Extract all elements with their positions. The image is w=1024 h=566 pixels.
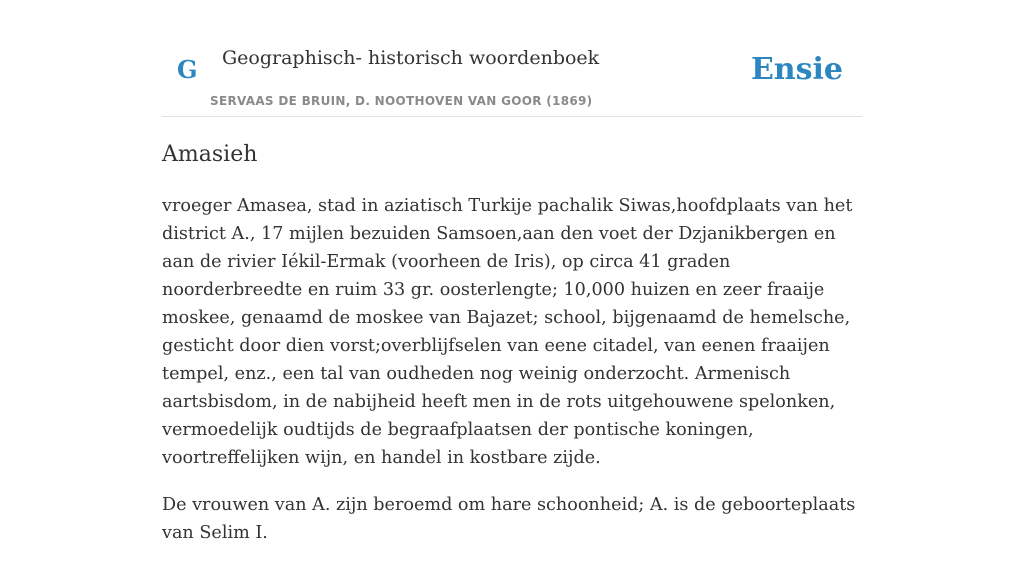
book-title-link[interactable]: Geographisch- historisch woordenboek [222, 47, 600, 69]
entry-paragraph: De vrouwen van A. zijn beroemd om hare schoonheid; A. is de geboorteplaats van Selim I. [162, 495, 856, 543]
book-author: SERVAAS DE BRUIN, D. NOOTHOVEN VAN GOOR (1869) [210, 94, 593, 108]
page-container [162, 0, 862, 543]
entry-title: Amasieh [162, 142, 258, 167]
book-header [162, 0, 862, 117]
entry-paragraph: vroeger Amasea, stad in aziatisch Turkije pachalik Siwas,hoofdplaats van het district A., 17 mijlen bezuiden Samsoen,aan den voet der Dzjanikbergen en aan de rivier Iékil-Ermak (voorheen de Iris), op circa 41 graden noorderbreedte en ruim 33 gr. oosterlengte; 10,000 huizen en zeer fraaije moskee, genaamd de moskee van Bajazet; school, bijgenaamd de hemelsche, gesticht door dien vorst;overblijfselen van eene citadel, van eenen fraaijen tempel, enz., een tal van oudheden nog weinig onderzocht. Armenisch aartsbisdom, in de nabijheid heeft men in de rots uitgehouwene spelonken, vermoedelijk oudtijds de begraafplaatsen der pontische koningen, voortreffelijken wijn, en handel in kostbare zijde. [162, 196, 853, 468]
ensie-logo-link[interactable]: Ensie [750, 52, 843, 87]
book-initial-icon[interactable]: G [177, 55, 198, 84]
entry-body [162, 192, 866, 566]
